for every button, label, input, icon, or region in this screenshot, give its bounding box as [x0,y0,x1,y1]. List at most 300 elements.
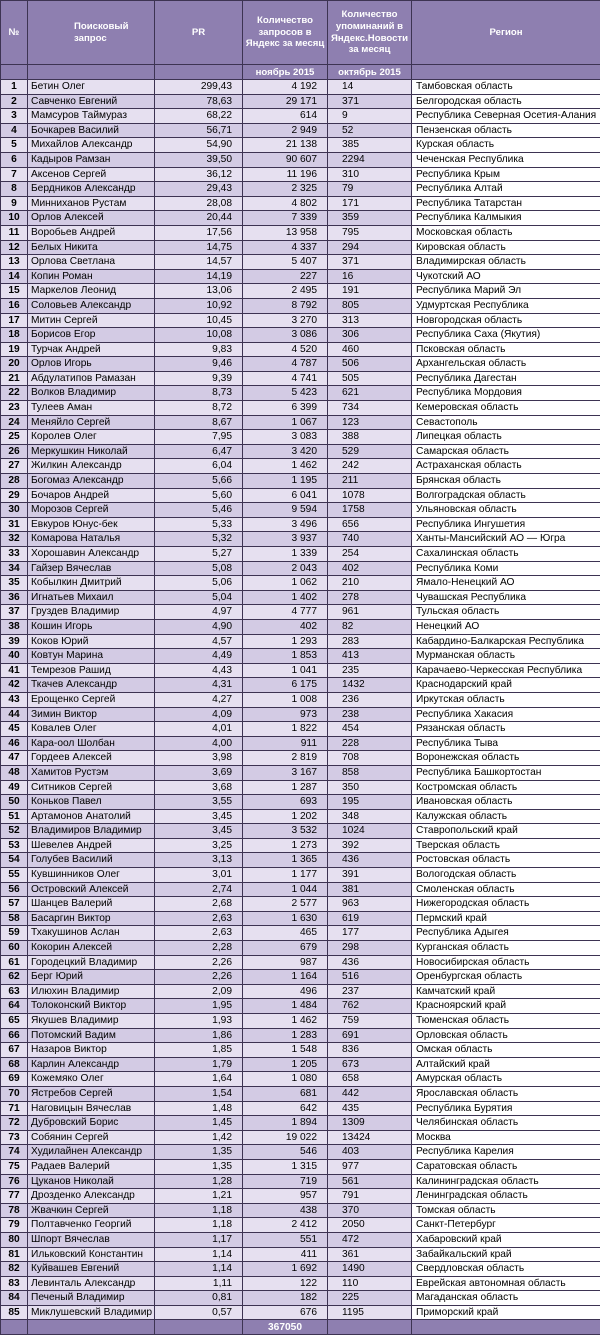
row-number: 76 [1,1174,28,1189]
region-name: Тюменская область [412,1014,600,1029]
row-number: 43 [1,692,28,707]
row-number: 3 [1,109,28,124]
table-row [1,649,600,664]
pr-value: 4,00 [155,736,243,751]
news-mentions: 235 [328,663,412,678]
row-number: 16 [1,298,28,313]
yandex-queries: 1 283 [243,1028,328,1043]
subheader-empty [1,65,28,80]
table-row [1,882,600,897]
governor-name: Миклушевский Владимир [28,1305,155,1320]
yandex-queries: 1 339 [243,547,328,562]
region-name: Алтайский край [412,1057,600,1072]
region-name: Псковская область [412,342,600,357]
news-mentions: 254 [328,547,412,562]
governor-name: Кобылкин Дмитрий [28,576,155,591]
pr-value: 1,45 [155,1116,243,1131]
news-mentions: 225 [328,1291,412,1306]
yandex-queries: 957 [243,1189,328,1204]
news-mentions: 123 [328,415,412,430]
row-number: 30 [1,503,28,518]
governor-name: Орлова Светлана [28,255,155,270]
row-number: 80 [1,1232,28,1247]
pr-value: 14,19 [155,269,243,284]
row-number: 67 [1,1043,28,1058]
pr-value: 5,32 [155,532,243,547]
governor-name: Цуканов Николай [28,1174,155,1189]
table-row [1,313,600,328]
news-mentions: 691 [328,1028,412,1043]
pr-value: 5,08 [155,561,243,576]
table-row [1,838,600,853]
governor-name: Морозов Сергей [28,503,155,518]
row-number: 34 [1,561,28,576]
row-number: 55 [1,868,28,883]
table-row [1,225,600,240]
row-number: 39 [1,634,28,649]
pr-value: 1,17 [155,1232,243,1247]
governor-name: Маркелов Леонид [28,284,155,299]
table-row [1,1101,600,1116]
region-name: Республика Калмыкия [412,211,600,226]
table-row [1,240,600,255]
news-mentions: 177 [328,926,412,941]
pr-value: 10,08 [155,328,243,343]
subheader-empty [155,65,243,80]
governor-name: Назаров Виктор [28,1043,155,1058]
table-row [1,430,600,445]
row-number: 61 [1,955,28,970]
table-row [1,182,600,197]
news-mentions: 371 [328,255,412,270]
table-row [1,1174,600,1189]
pr-value: 3,68 [155,780,243,795]
row-number: 52 [1,824,28,839]
subheader-yandex-period: ноябрь 2015 [243,65,328,80]
region-name: Чукотский АО [412,269,600,284]
row-number: 48 [1,765,28,780]
yandex-queries: 1 195 [243,474,328,489]
row-number: 65 [1,1014,28,1029]
region-name: Хабаровский край [412,1232,600,1247]
news-mentions: 1758 [328,503,412,518]
yandex-queries: 1 853 [243,649,328,664]
table-row [1,1130,600,1145]
region-name: Смоленская область [412,882,600,897]
yandex-queries: 182 [243,1291,328,1306]
header-region: Регион [412,1,600,65]
pr-value: 14,57 [155,255,243,270]
news-mentions: 191 [328,284,412,299]
table-row [1,999,600,1014]
news-mentions: 1309 [328,1116,412,1131]
pr-value: 2,68 [155,897,243,912]
yandex-queries: 3 532 [243,824,328,839]
table-row [1,342,600,357]
pr-value: 4,97 [155,605,243,620]
region-name: Ленинградская область [412,1189,600,1204]
row-number: 32 [1,532,28,547]
row-number: 42 [1,678,28,693]
pr-value: 39,50 [155,152,243,167]
news-mentions: 516 [328,970,412,985]
news-mentions: 348 [328,809,412,824]
yandex-queries: 1 202 [243,809,328,824]
region-name: Тульская область [412,605,600,620]
table-row [1,517,600,532]
news-mentions: 403 [328,1145,412,1160]
region-name: Республика Северная Осетия-Алания [412,109,600,124]
pr-value: 1,35 [155,1145,243,1160]
region-name: Республика Крым [412,167,600,182]
news-mentions: 435 [328,1101,412,1116]
table-row [1,167,600,182]
pr-value: 3,45 [155,824,243,839]
table-row [1,1159,600,1174]
news-mentions: 836 [328,1043,412,1058]
pr-value: 4,49 [155,649,243,664]
row-number: 13 [1,255,28,270]
yandex-queries: 676 [243,1305,328,1320]
news-mentions: 506 [328,357,412,372]
row-number: 7 [1,167,28,182]
table-row [1,109,600,124]
news-mentions: 436 [328,955,412,970]
region-name: Пензенская область [412,123,600,138]
governor-name: Собянин Сергей [28,1130,155,1145]
header-query: Поисковый запрос [28,1,155,65]
table-row [1,1014,600,1029]
governor-name: Берг Юрий [28,970,155,985]
yandex-queries: 1 177 [243,868,328,883]
yandex-queries: 5 423 [243,386,328,401]
news-mentions: 454 [328,722,412,737]
news-mentions: 359 [328,211,412,226]
row-number: 10 [1,211,28,226]
yandex-queries: 1 293 [243,634,328,649]
table-row [1,1116,600,1131]
news-mentions: 388 [328,430,412,445]
table-row [1,984,600,999]
table-row [1,328,600,343]
header-number: № [1,1,28,65]
governor-name: Соловьев Александр [28,298,155,313]
yandex-queries: 438 [243,1203,328,1218]
region-name: Республика Марий Эл [412,284,600,299]
yandex-queries: 987 [243,955,328,970]
table-row [1,1057,600,1072]
row-number: 6 [1,152,28,167]
region-name: Астраханская область [412,459,600,474]
pr-value: 1,95 [155,999,243,1014]
yandex-queries: 911 [243,736,328,751]
row-number: 15 [1,284,28,299]
row-number: 27 [1,459,28,474]
yandex-queries: 3 420 [243,444,328,459]
row-number: 14 [1,269,28,284]
news-mentions: 621 [328,386,412,401]
governor-name: Гордеев Алексей [28,751,155,766]
pr-value: 8,72 [155,401,243,416]
table-row [1,853,600,868]
pr-value: 6,04 [155,459,243,474]
region-name: Ульяновская область [412,503,600,518]
region-name: Санкт-Петербург [412,1218,600,1233]
news-mentions: 413 [328,649,412,664]
governor-name: Коньков Павел [28,795,155,810]
table-row [1,1247,600,1262]
row-number: 54 [1,853,28,868]
governor-name: Абдулатипов Рамазан [28,371,155,386]
row-number: 50 [1,795,28,810]
pr-value: 1,18 [155,1203,243,1218]
news-mentions: 228 [328,736,412,751]
table-row [1,1203,600,1218]
row-number: 81 [1,1247,28,1262]
table-row [1,1072,600,1087]
pr-value: 1,54 [155,1086,243,1101]
table-row [1,1189,600,1204]
table-row [1,1262,600,1277]
yandex-queries: 1 287 [243,780,328,795]
yandex-queries: 1 894 [243,1116,328,1131]
governor-name: Кожемяко Олег [28,1072,155,1087]
row-number: 24 [1,415,28,430]
yandex-queries: 4 192 [243,80,328,95]
pr-value: 3,13 [155,853,243,868]
row-number: 38 [1,619,28,634]
governor-name: Игнатьев Михаил [28,590,155,605]
table-row [1,824,600,839]
governor-name: Кувшинников Олег [28,868,155,883]
region-name: Чувашская Республика [412,590,600,605]
table-row [1,605,600,620]
pr-value: 14,75 [155,240,243,255]
region-name: Республика Хакасия [412,707,600,722]
governor-name: Хорошавин Александр [28,547,155,562]
table-row [1,1218,600,1233]
governor-name: Митин Сергей [28,313,155,328]
row-number: 73 [1,1130,28,1145]
region-name: Республика Бурятия [412,1101,600,1116]
row-number: 23 [1,401,28,416]
total-yandex-queries: 367050 [243,1320,328,1335]
governor-name: Карлин Александр [28,1057,155,1072]
news-mentions: 505 [328,371,412,386]
governor-name: Наговицын Вячеслав [28,1101,155,1116]
region-name: Кировская область [412,240,600,255]
row-number: 5 [1,138,28,153]
yandex-queries: 546 [243,1145,328,1160]
row-number: 20 [1,357,28,372]
governor-name: Турчак Андрей [28,342,155,357]
table-row [1,152,600,167]
governor-name: Бочаров Андрей [28,488,155,503]
news-mentions: 370 [328,1203,412,1218]
news-mentions: 708 [328,751,412,766]
yandex-queries: 1 164 [243,970,328,985]
table-row [1,955,600,970]
row-number: 25 [1,430,28,445]
governor-name: Жвачкин Сергей [28,1203,155,1218]
table-row [1,138,600,153]
yandex-queries: 6 041 [243,488,328,503]
news-mentions: 762 [328,999,412,1014]
pr-value: 9,46 [155,357,243,372]
row-number: 49 [1,780,28,795]
region-name: Кабардино-Балкарская Республика [412,634,600,649]
yandex-queries: 1 462 [243,459,328,474]
pr-value: 5,06 [155,576,243,591]
pr-value: 3,25 [155,838,243,853]
governor-name: Толоконский Виктор [28,999,155,1014]
table-row [1,678,600,693]
table-row [1,926,600,941]
news-mentions: 13424 [328,1130,412,1145]
region-name: Курская область [412,138,600,153]
row-number: 37 [1,605,28,620]
governor-name: Королев Олег [28,430,155,445]
governor-name: Артамонов Анатолий [28,809,155,824]
pr-value: 1,48 [155,1101,243,1116]
yandex-queries: 1 273 [243,838,328,853]
region-name: Республика Алтай [412,182,600,197]
table-row [1,795,600,810]
row-number: 41 [1,663,28,678]
yandex-queries: 2 043 [243,561,328,576]
table-row [1,123,600,138]
table-row [1,751,600,766]
news-mentions: 350 [328,780,412,795]
region-name: Чеченская Республика [412,152,600,167]
pr-value: 1,14 [155,1247,243,1262]
table-row [1,211,600,226]
region-name: Ненецкий АО [412,619,600,634]
news-mentions: 460 [328,342,412,357]
pr-value: 2,28 [155,941,243,956]
governor-name: Ерощенко Сергей [28,692,155,707]
region-name: Московская область [412,225,600,240]
yandex-queries: 693 [243,795,328,810]
governor-name: Тулеев Аман [28,401,155,416]
governor-name: Дрозденко Александр [28,1189,155,1204]
governor-name: Кадыров Рамзан [28,152,155,167]
table-body [1,80,600,1320]
region-name: Омская область [412,1043,600,1058]
governor-name: Ткачев Александр [28,678,155,693]
pr-value: 299,43 [155,80,243,95]
governor-name: Ястребов Сергей [28,1086,155,1101]
governor-name: Шевелев Андрей [28,838,155,853]
row-number: 40 [1,649,28,664]
governor-name: Бетин Олег [28,80,155,95]
news-mentions: 961 [328,605,412,620]
news-mentions: 795 [328,225,412,240]
yandex-queries: 1 630 [243,911,328,926]
yandex-queries: 402 [243,619,328,634]
pr-value: 68,22 [155,109,243,124]
governor-name: Жилкин Александр [28,459,155,474]
governor-name: Хамитов Рустэм [28,765,155,780]
row-number: 35 [1,576,28,591]
pr-value: 1,18 [155,1218,243,1233]
pr-value: 10,45 [155,313,243,328]
governor-name: Орлов Алексей [28,211,155,226]
table-row [1,1028,600,1043]
region-name: Новосибирская область [412,955,600,970]
governor-name: Бердников Александр [28,182,155,197]
pr-value: 8,67 [155,415,243,430]
pr-value: 2,74 [155,882,243,897]
row-number: 62 [1,970,28,985]
yandex-queries: 496 [243,984,328,999]
news-mentions: 2050 [328,1218,412,1233]
table-row [1,1145,600,1160]
yandex-queries: 2 819 [243,751,328,766]
governor-name: Аксенов Сергей [28,167,155,182]
table-row [1,444,600,459]
news-mentions: 236 [328,692,412,707]
row-number: 57 [1,897,28,912]
table-row [1,809,600,824]
header-pr: PR [155,1,243,65]
pr-value: 13,06 [155,284,243,299]
governor-name: Кошин Игорь [28,619,155,634]
news-mentions: 963 [328,897,412,912]
row-number: 59 [1,926,28,941]
news-mentions: 211 [328,474,412,489]
pr-value: 4,90 [155,619,243,634]
row-number: 11 [1,225,28,240]
news-mentions: 734 [328,401,412,416]
news-mentions: 977 [328,1159,412,1174]
pr-value: 9,83 [155,342,243,357]
governor-name: Ковтун Марина [28,649,155,664]
governor-name: Левинталь Александр [28,1276,155,1291]
yandex-queries: 1 041 [243,663,328,678]
table-row [1,357,600,372]
governor-name: Зимин Виктор [28,707,155,722]
governor-name: Минниханов Рустам [28,196,155,211]
pr-value: 1,86 [155,1028,243,1043]
region-name: Саратовская область [412,1159,600,1174]
news-mentions: 791 [328,1189,412,1204]
yandex-queries: 3 167 [243,765,328,780]
row-number: 83 [1,1276,28,1291]
pr-value: 4,57 [155,634,243,649]
yandex-queries: 973 [243,707,328,722]
row-number: 29 [1,488,28,503]
governor-name: Тхакушинов Аслан [28,926,155,941]
region-name: Новгородская область [412,313,600,328]
news-mentions: 1490 [328,1262,412,1277]
table-row [1,868,600,883]
row-number: 69 [1,1072,28,1087]
header-yandex-queries: Количество запросов в Яндекс за месяц [243,1,328,65]
yandex-queries: 29 171 [243,94,328,109]
row-number: 21 [1,371,28,386]
region-name: Республика Башкортостан [412,765,600,780]
region-name: Москва [412,1130,600,1145]
yandex-queries: 3 270 [243,313,328,328]
region-name: Тамбовская область [412,80,600,95]
pr-value: 5,27 [155,547,243,562]
pr-value: 2,26 [155,955,243,970]
row-number: 66 [1,1028,28,1043]
pr-value: 1,93 [155,1014,243,1029]
table-row [1,269,600,284]
pr-value: 5,04 [155,590,243,605]
